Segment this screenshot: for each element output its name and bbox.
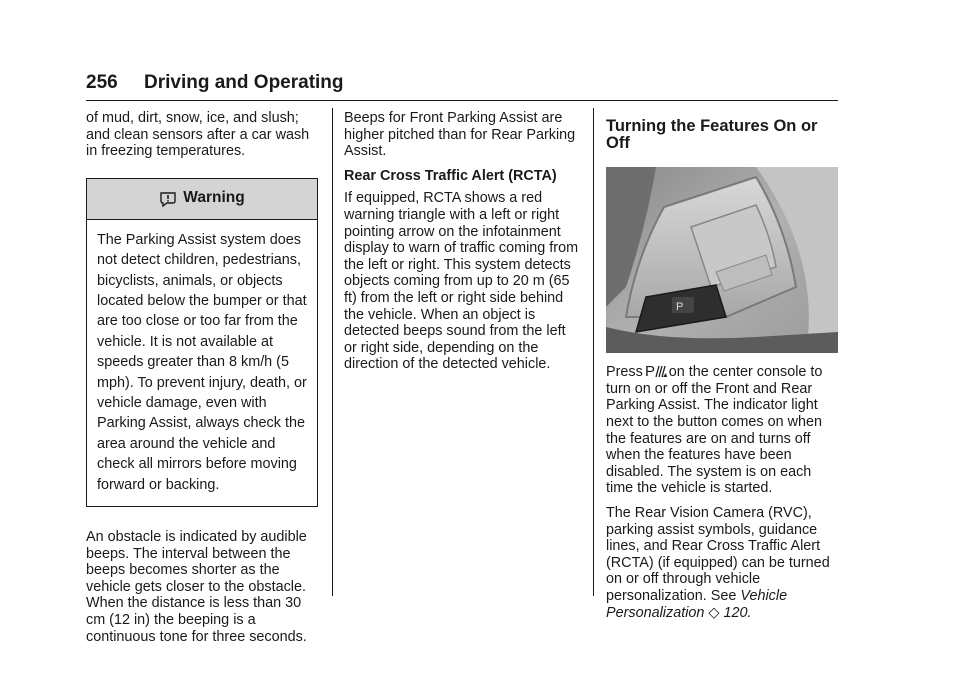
xref-arrow-icon: ◇ — [708, 604, 720, 621]
rcta-paragraph: If equipped, RCTA shows a red warning triangle with a left or right pointing arrow on the infotainment display to warn of traffic coming from the left or right. This system detects objects coming from up to 20 m (65 ft) from the left or right side behind the vehicle. When an object is detected beeps sound from the left or right side, depending on the direction of the detected vehicle. — [344, 190, 579, 373]
column-left — [86, 110, 322, 653]
warning-icon — [159, 190, 177, 208]
warning-header — [87, 179, 317, 220]
column-right — [606, 110, 838, 629]
press-paragraph — [606, 363, 838, 497]
obstacle-paragraph: An obstacle is indicated by audible beeps. The interval between the beeps becomes shorter as the vehicle gets closer to the obstacle. When the distance is less than 30 cm (12 in) the beeping is a continuous tone for three seconds. — [86, 529, 307, 645]
rvc-text: The Rear Vision Camera (RVC), parking assist symbols, guidance lines, and Rear Cross Traffic Alert (RCTA) (if equipped) can be turned on or off through vehicle personalization. See — [606, 504, 830, 604]
press-rest: on the center console to turn on or off the Front and Rear Parking Assist. The indicator light next to the button comes on when the features are on and turns off when the features have been disabled. The system is on each time the vehicle is started. — [606, 364, 823, 497]
warning-body: The Parking Assist system does not detect children, pedestrians, bicyclists, animals, or objects located below the bumper or that are too close or too far from the vehicle. It is not available at speeds greater than 8 km/h (5 mph). To prevent injury, death, or vehicle damage, even with Parking Assist, always check the area around the vehicle and check all mirrors before moving forward or backing. — [97, 231, 307, 493]
beeps-paragraph: Beeps for Front Parking Assist are higher pitched than for Rear Parking Assist. — [344, 110, 576, 160]
section-title: Driving and Operating — [144, 72, 344, 93]
page-header — [86, 70, 838, 101]
parking-assist-icon — [645, 363, 667, 379]
svg-text:P: P — [644, 363, 655, 380]
column-divider-2 — [593, 108, 594, 596]
column-divider-1 — [332, 108, 333, 596]
warning-title: Warning — [183, 189, 245, 207]
intro-paragraph: of mud, dirt, snow, ice, and slush; and clean sensors after a car wash in freezing temperatures. — [86, 110, 310, 160]
console-button-photo — [606, 167, 838, 353]
features-heading: Turning the Features On or Off — [606, 117, 818, 152]
rvc-paragraph — [606, 505, 838, 621]
xref-page[interactable]: 120. — [723, 604, 752, 621]
warning-box — [86, 178, 318, 507]
column-middle — [344, 110, 580, 381]
svg-text:P: P — [676, 301, 684, 314]
xref-title[interactable]: Vehicle Personalization — [606, 587, 788, 621]
rcta-heading: Rear Cross Traffic Alert (RCTA) — [344, 167, 557, 184]
page-number: 256 — [86, 72, 118, 93]
press-word: Press — [606, 364, 643, 381]
